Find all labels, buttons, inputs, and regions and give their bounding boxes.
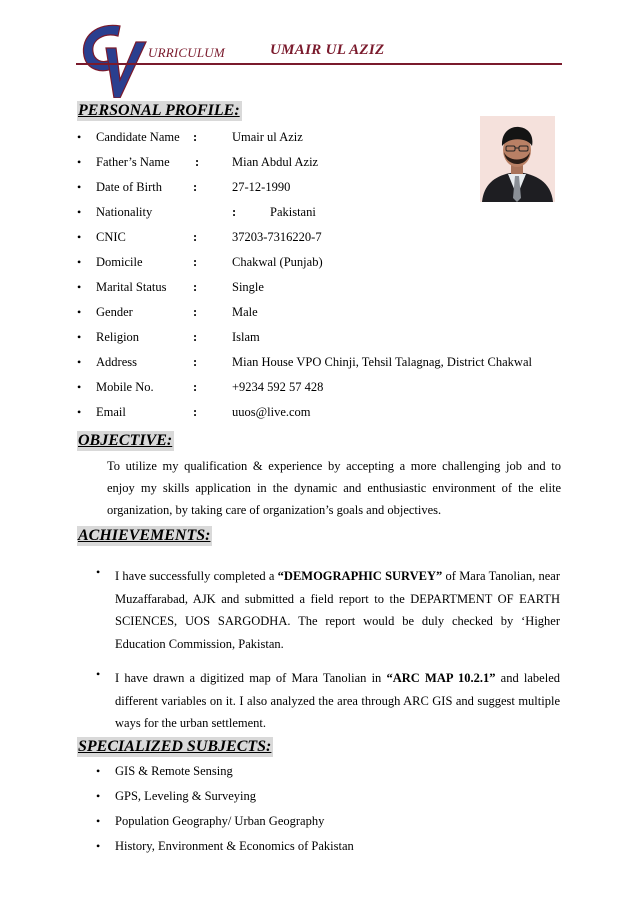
profile-label: Domicile [96, 255, 143, 269]
bullet: • [77, 205, 82, 219]
profile-colon: : [195, 155, 200, 169]
header-divider [76, 63, 562, 65]
profile-colon: : [193, 405, 198, 419]
objective-paragraph [107, 455, 561, 521]
profile-label: Marital Status [96, 280, 167, 294]
profile-label: Nationality [96, 205, 153, 219]
profile-value: Chakwal (Punjab) [232, 255, 323, 269]
profile-value: Single [232, 280, 264, 294]
bullet: • [96, 764, 101, 778]
section-objective: OBJECTIVE: [78, 432, 173, 449]
profile-label: Father’s Name [96, 155, 170, 169]
subject-text: GPS, Leveling & Surveying [115, 789, 256, 803]
profile-row-father-name [77, 155, 557, 175]
profile-row-nationality [77, 205, 557, 225]
profile-colon: : [193, 355, 198, 369]
profile-label: Address [96, 355, 137, 369]
objective-line: To utilize my qualification & experience by accepting a more challenging job and to [107, 459, 561, 473]
profile-label: Date of Birth [96, 180, 162, 194]
email-link[interactable]: uuos@live.com [232, 405, 311, 419]
objective-line: enjoy my skills application in the dynamic and enthusiastic environment of the elite [107, 481, 561, 495]
bullet: • [77, 230, 82, 244]
profile-row-cnic [77, 230, 557, 250]
curriculum-label: URRICULUM [148, 45, 225, 60]
profile-row-candidate-name [77, 130, 557, 150]
profile-row-religion [77, 330, 557, 350]
subject-text: GIS & Remote Sensing [115, 764, 233, 778]
profile-row-address [77, 355, 557, 375]
bullet: • [77, 280, 82, 294]
bullet: • [77, 330, 82, 344]
section-achievements: ACHIEVEMENTS: [78, 527, 211, 544]
achievement-highlight: “DEMOGRAPHIC SURVEY” [277, 569, 443, 583]
bullet: • [77, 255, 82, 269]
profile-value: 27-12-1990 [232, 180, 291, 194]
profile-row-domicile [77, 255, 557, 275]
bullet: • [96, 565, 101, 579]
profile-value: Pakistani [270, 205, 316, 219]
profile-row-date-of-birth [77, 180, 557, 200]
bullet: • [96, 789, 101, 803]
profile-row-marital-status [77, 280, 557, 300]
profile-colon: : [193, 280, 198, 294]
profile-value: +9234 592 57 428 [232, 380, 324, 394]
profile-label: Email [96, 405, 126, 419]
achievement-highlight: “ARC MAP 10.2.1” [386, 671, 496, 685]
bullet: • [77, 155, 82, 169]
subject-text: History, Environment & Economics of Pakistan [115, 839, 354, 853]
profile-value: 37203-7316220-7 [232, 230, 322, 244]
achievement-text: I have successfully completed a “DEMOGRAPHIC SURVEY” of Mara Tanolian, near Muzaffarabad, AJK and submitted a field report to the DEPARTMENT OF EARTH SCIENCES, UOS SARGODHA. The report would be duly checked by ‘Higher Education Commission, Pakistan. [115, 569, 561, 651]
bullet: • [77, 355, 82, 369]
bullet: • [77, 405, 82, 419]
achievement-text: I have drawn a digitized map of Mara Tanolian in “ARC MAP 10.2.1” and labeled different variables on it. I also analyzed the area through ARC GIS and suggest multiple ways for the urban settlement. [115, 671, 560, 730]
bullet: • [77, 380, 82, 394]
profile-row-gender [77, 305, 557, 325]
cv-logo [76, 18, 152, 98]
profile-label: Religion [96, 330, 140, 344]
profile-label: Mobile No. [96, 380, 154, 394]
profile-row-email [77, 405, 557, 425]
profile-label: CNIC [96, 230, 126, 244]
profile-value: Mian House VPO Chinji, Tehsil Talagnag, District Chakwal [232, 355, 532, 369]
objective-line: organization, by taking care of organization’s goals and objectives. [107, 503, 442, 517]
section-personal-profile: PERSONAL PROFILE: [78, 102, 240, 119]
profile-value: Mian Abdul Aziz [232, 155, 319, 169]
profile-colon: : [193, 305, 198, 319]
profile-colon: : [193, 180, 198, 194]
profile-colon: : [193, 230, 198, 244]
profile-colon: : [193, 330, 198, 344]
profile-colon: : [193, 130, 198, 144]
cv-header [76, 18, 562, 98]
profile-value: Islam [232, 330, 260, 344]
subject-text: Population Geography/ Urban Geography [115, 814, 325, 828]
profile-value: Male [232, 305, 258, 319]
profile-row-mobile [77, 380, 557, 400]
bullet: • [77, 180, 82, 194]
bullet: • [77, 305, 82, 319]
profile-label: Gender [96, 305, 133, 319]
profile-colon: : [193, 255, 198, 269]
profile-colon: : [232, 205, 237, 219]
profile-value: Umair ul Aziz [232, 130, 303, 144]
bullet: • [77, 130, 82, 144]
bullet: • [96, 667, 101, 681]
profile-colon: : [193, 380, 198, 394]
bullet: • [96, 839, 101, 853]
profile-label: Candidate Name [96, 130, 180, 144]
section-specialized-subjects: SPECIALIZED SUBJECTS: [78, 738, 272, 755]
bullet: • [96, 814, 101, 828]
candidate-name-title: UMAIR UL AZIZ [270, 42, 385, 58]
